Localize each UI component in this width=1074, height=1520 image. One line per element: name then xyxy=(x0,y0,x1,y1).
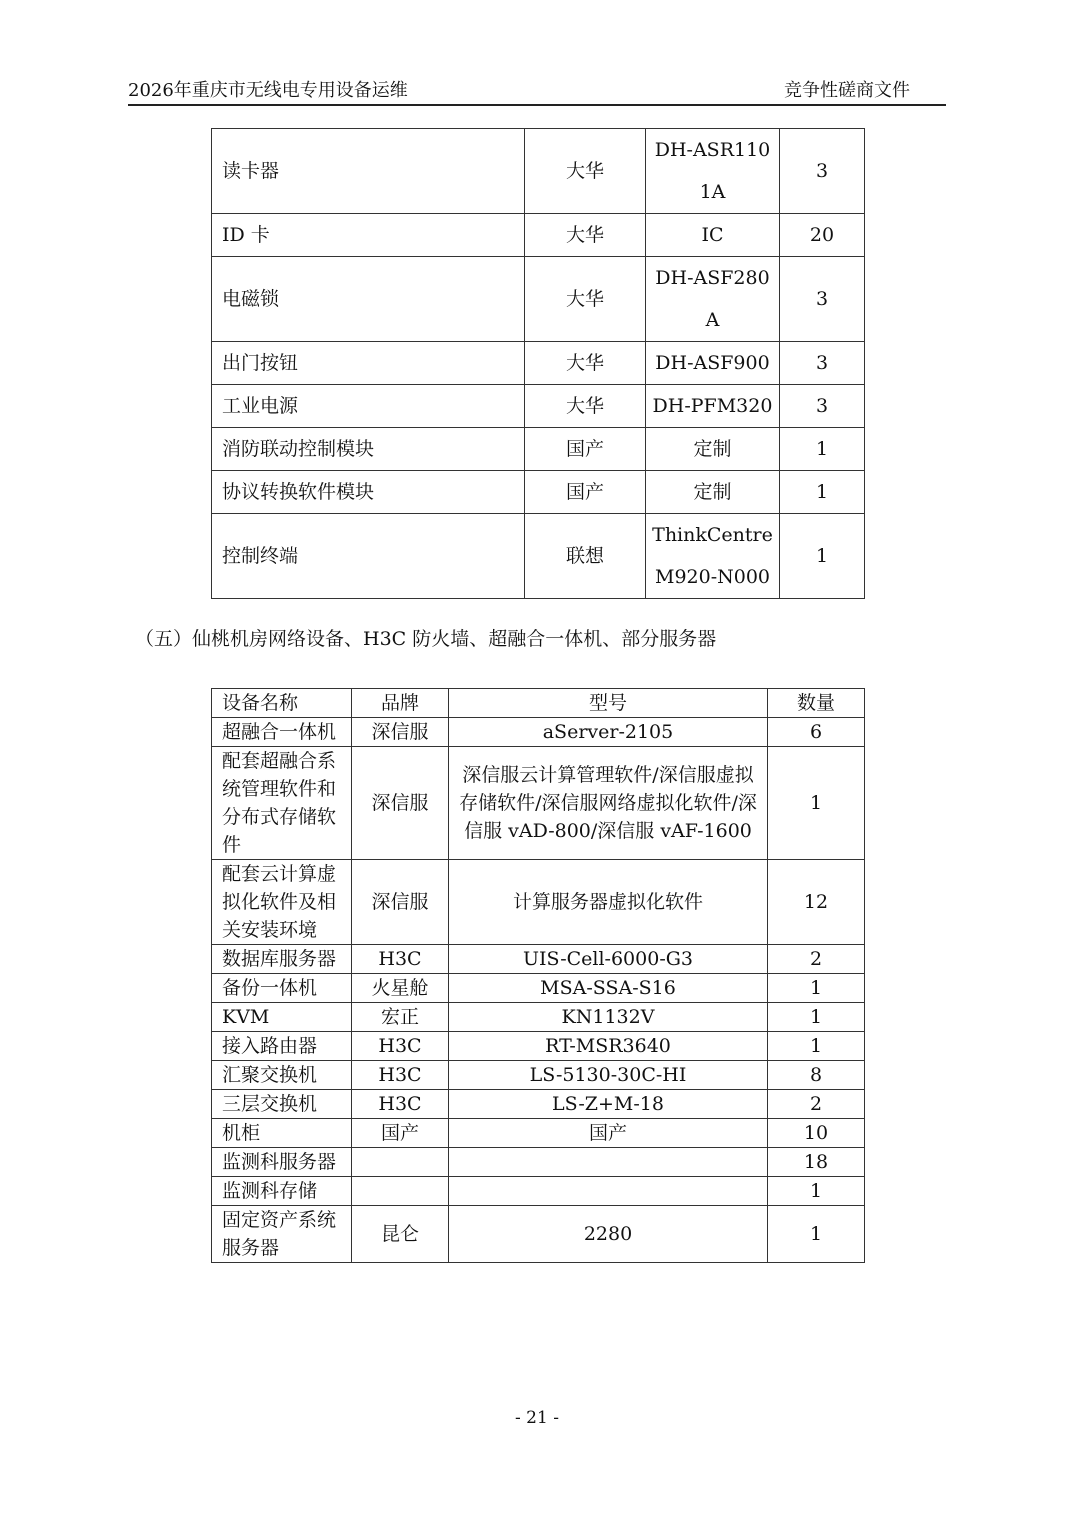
cell-qty: 20 xyxy=(780,214,865,257)
cell-brand: H3C xyxy=(352,1090,449,1119)
equipment-table-xiantao xyxy=(211,688,865,1263)
table-row xyxy=(212,385,865,428)
cell-brand: 国产 xyxy=(352,1119,449,1148)
cell-qty: 1 xyxy=(768,1206,865,1263)
cell-brand: 大华 xyxy=(525,214,646,257)
header-doc-title: 2026年重庆市无线电专用设备运维 xyxy=(128,80,408,101)
cell-name: 电磁锁 xyxy=(212,257,525,342)
cell-name: 备份一体机 xyxy=(212,974,352,1003)
cell-qty: 8 xyxy=(768,1061,865,1090)
cell-qty: 1 xyxy=(780,514,865,599)
cell-name: 三层交换机 xyxy=(212,1090,352,1119)
cell-name: 出门按钮 xyxy=(212,342,525,385)
cell-brand: 国产 xyxy=(525,428,646,471)
cell-brand: 国产 xyxy=(525,471,646,514)
cell-name: 固定资产系统服务器 xyxy=(212,1206,352,1263)
cell-brand: 火星舱 xyxy=(352,974,449,1003)
cell-model: DH-PFM320 xyxy=(646,385,780,428)
table-row xyxy=(212,1206,865,1263)
table-row xyxy=(212,129,865,214)
cell-brand: 大华 xyxy=(525,257,646,342)
cell-qty: 1 xyxy=(768,1003,865,1032)
cell-brand: 宏正 xyxy=(352,1003,449,1032)
cell-name: 机柜 xyxy=(212,1119,352,1148)
cell-model xyxy=(449,1177,768,1206)
cell-qty: 1 xyxy=(780,428,865,471)
cell-qty: 3 xyxy=(780,385,865,428)
cell-brand: 大华 xyxy=(525,385,646,428)
cell-model: 深信服云计算管理软件/深信服虚拟存储软件/深信服网络虚拟化软件/深信服 vAD-800/深信服 vAF-1600 xyxy=(449,747,768,860)
cell-name: KVM xyxy=(212,1003,352,1032)
table-header-row xyxy=(212,689,865,718)
cell-model: UIS-Cell-6000-G3 xyxy=(449,945,768,974)
cell-qty: 18 xyxy=(768,1148,865,1177)
cell-qty: 10 xyxy=(768,1119,865,1148)
table-row xyxy=(212,514,865,599)
table-row xyxy=(212,718,865,747)
header-name: 设备名称 xyxy=(212,689,352,718)
cell-name: 配套超融合系统管理软件和分布式存储软件 xyxy=(212,747,352,860)
cell-qty: 12 xyxy=(768,860,865,945)
cell-name: 汇聚交换机 xyxy=(212,1061,352,1090)
cell-brand: 联想 xyxy=(525,514,646,599)
cell-qty: 3 xyxy=(780,342,865,385)
header-doc-type: 竞争性磋商文件 xyxy=(784,80,910,101)
table-row xyxy=(212,214,865,257)
cell-qty: 1 xyxy=(768,974,865,1003)
cell-model: DH-ASF900 xyxy=(646,342,780,385)
cell-model: RT-MSR3640 xyxy=(449,1032,768,1061)
cell-qty: 1 xyxy=(768,1177,865,1206)
cell-brand xyxy=(352,1148,449,1177)
equipment-table-access-control xyxy=(211,128,865,599)
cell-brand: 深信服 xyxy=(352,860,449,945)
page-number: - 21 - xyxy=(515,1408,559,1428)
cell-model: aServer-2105 xyxy=(449,718,768,747)
cell-name: 读卡器 xyxy=(212,129,525,214)
cell-name: 接入路由器 xyxy=(212,1032,352,1061)
cell-qty: 1 xyxy=(780,471,865,514)
cell-model: KN1132V xyxy=(449,1003,768,1032)
cell-qty: 2 xyxy=(768,945,865,974)
cell-qty: 3 xyxy=(780,257,865,342)
cell-name: 协议转换软件模块 xyxy=(212,471,525,514)
cell-name: 数据库服务器 xyxy=(212,945,352,974)
table-row xyxy=(212,860,865,945)
cell-model: DH-ASR1101A xyxy=(646,129,780,214)
cell-brand: 大华 xyxy=(525,342,646,385)
cell-model xyxy=(449,1148,768,1177)
cell-brand: 深信服 xyxy=(352,747,449,860)
table-row xyxy=(212,471,865,514)
cell-model: 计算服务器虚拟化软件 xyxy=(449,860,768,945)
cell-model: 2280 xyxy=(449,1206,768,1263)
cell-model: IC xyxy=(646,214,780,257)
cell-name: 控制终端 xyxy=(212,514,525,599)
cell-qty: 2 xyxy=(768,1090,865,1119)
table-row xyxy=(212,1090,865,1119)
cell-name: 超融合一体机 xyxy=(212,718,352,747)
table-row xyxy=(212,1119,865,1148)
cell-name: ID 卡 xyxy=(212,214,525,257)
section-heading: （五）仙桃机房网络设备、H3C 防火墙、超融合一体机、部分服务器 xyxy=(135,628,717,650)
header-brand: 品牌 xyxy=(352,689,449,718)
header-qty: 数量 xyxy=(768,689,865,718)
cell-model: LS-Z+M-18 xyxy=(449,1090,768,1119)
cell-name: 监测科服务器 xyxy=(212,1148,352,1177)
table-row xyxy=(212,428,865,471)
table-row xyxy=(212,1003,865,1032)
table-row xyxy=(212,1061,865,1090)
cell-qty: 6 xyxy=(768,718,865,747)
table-row xyxy=(212,1148,865,1177)
cell-model: MSA-SSA-S16 xyxy=(449,974,768,1003)
table-row xyxy=(212,1177,865,1206)
cell-brand: H3C xyxy=(352,1032,449,1061)
cell-name: 工业电源 xyxy=(212,385,525,428)
cell-brand: H3C xyxy=(352,1061,449,1090)
table-row xyxy=(212,974,865,1003)
cell-brand: 昆仑 xyxy=(352,1206,449,1263)
table-row xyxy=(212,1032,865,1061)
cell-brand xyxy=(352,1177,449,1206)
cell-brand: 大华 xyxy=(525,129,646,214)
cell-model: ThinkCentre M920-N000 xyxy=(646,514,780,599)
cell-model: 国产 xyxy=(449,1119,768,1148)
table-row xyxy=(212,342,865,385)
cell-model: DH-ASF280A xyxy=(646,257,780,342)
cell-qty: 1 xyxy=(768,747,865,860)
cell-brand: 深信服 xyxy=(352,718,449,747)
cell-model: 定制 xyxy=(646,471,780,514)
cell-name: 配套云计算虚拟化软件及相关安装环境 xyxy=(212,860,352,945)
cell-model: 定制 xyxy=(646,428,780,471)
table-row xyxy=(212,747,865,860)
cell-model: LS-5130-30C-HI xyxy=(449,1061,768,1090)
header-model: 型号 xyxy=(449,689,768,718)
cell-qty: 3 xyxy=(780,129,865,214)
table-row xyxy=(212,257,865,342)
table-row xyxy=(212,945,865,974)
page-header xyxy=(128,76,946,106)
cell-brand: H3C xyxy=(352,945,449,974)
cell-qty: 1 xyxy=(768,1032,865,1061)
cell-name: 消防联动控制模块 xyxy=(212,428,525,471)
cell-name: 监测科存储 xyxy=(212,1177,352,1206)
